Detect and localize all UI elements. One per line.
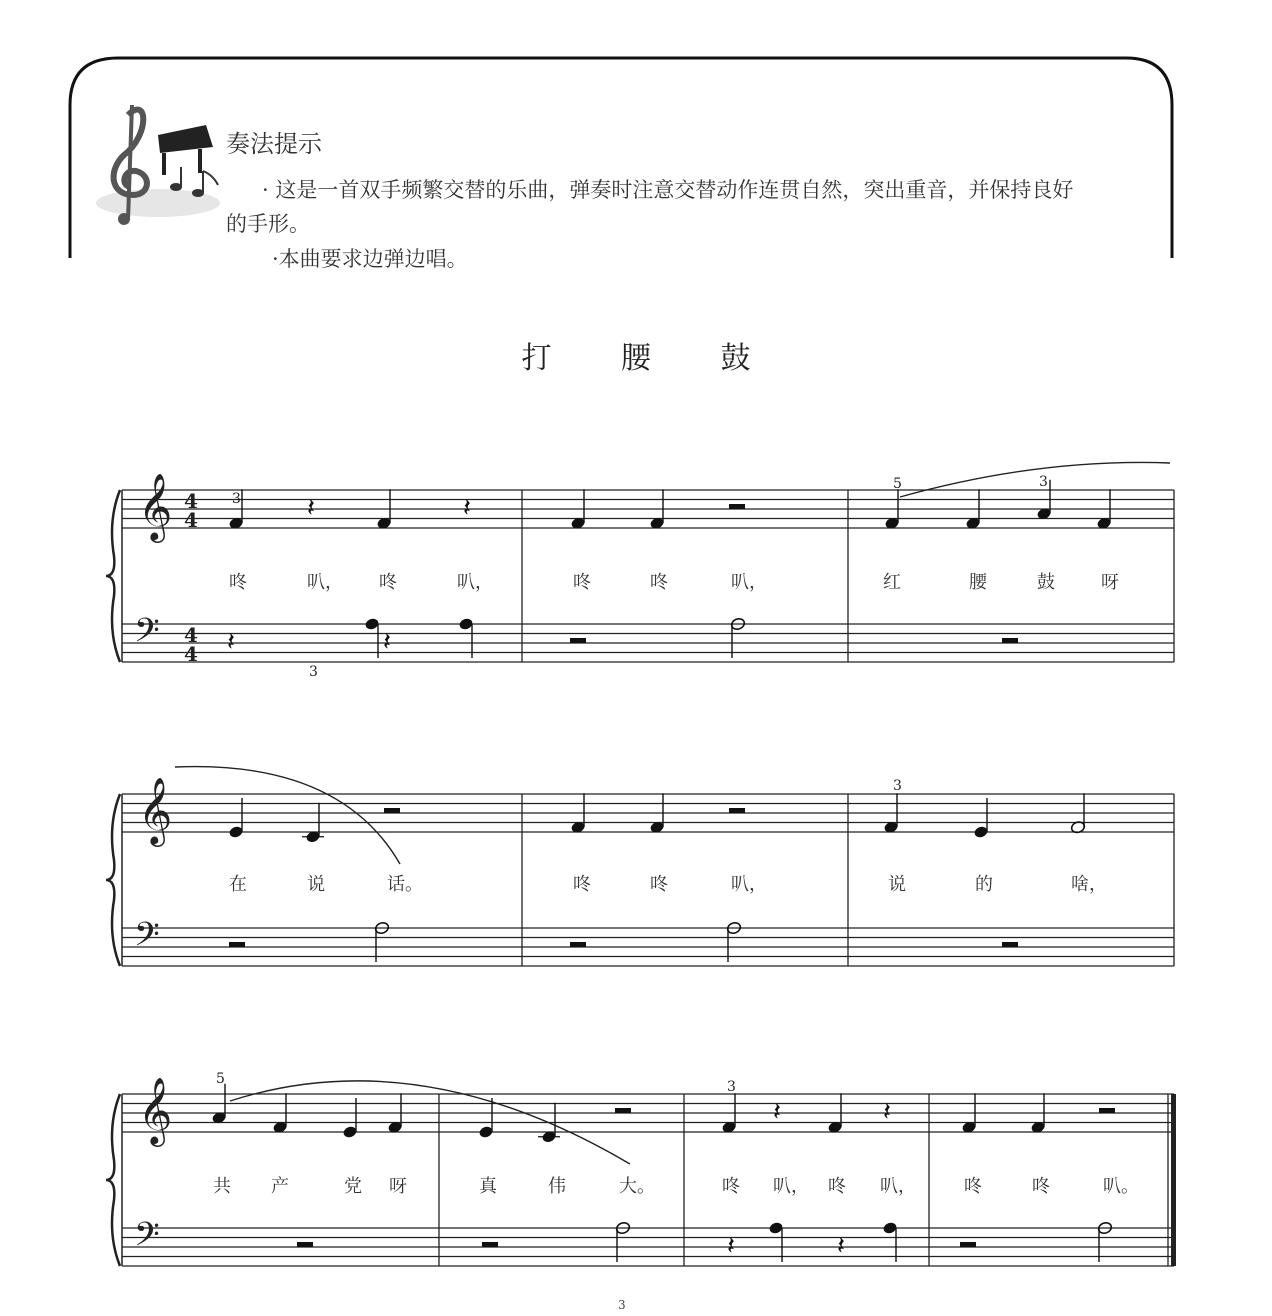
fingering-number: 5 — [893, 476, 902, 492]
fingering-number: 3 — [309, 664, 318, 680]
quarter-rest: 𝄽 — [227, 627, 235, 657]
system-3-final-barline-thick — [1171, 1094, 1176, 1266]
tip-line-1-cont: 的手形。 — [226, 212, 310, 236]
lyric-syllable: 叭， — [457, 572, 493, 593]
quarter-rest: 𝄽 — [727, 1231, 735, 1261]
lyric-syllable: 鼓 — [1037, 572, 1055, 593]
lyric-syllable: 叭， — [731, 874, 767, 895]
tip-line-2: ·本曲要求边弹边唱。 — [272, 247, 468, 271]
quarter-rest: 𝄽 — [383, 627, 391, 657]
lyric-syllable: 叭， — [307, 572, 343, 593]
lyric-syllable: 说 — [307, 874, 325, 895]
page-number: 3 — [618, 1298, 626, 1312]
lyric-syllable: 叭。 — [1103, 1176, 1139, 1197]
lyric-syllable: 叭， — [880, 1176, 916, 1197]
lyric-syllable: 真 — [479, 1176, 497, 1197]
lyric-syllable: 说 — [888, 874, 906, 895]
half-rest — [615, 1108, 631, 1113]
tip-line-1: · 这是一首双手频繁交替的乐曲，弹奏时注意交替动作连贯自然，突出重音，并保持良好 — [262, 178, 1074, 202]
half-rest — [570, 942, 586, 947]
bass-clef-icon: 𝄢 — [134, 1216, 160, 1262]
quarter-rest: 𝄽 — [463, 493, 471, 523]
lyric-syllable: 咚 — [379, 572, 397, 593]
lyric-syllable: 咚 — [1032, 1176, 1050, 1197]
half-rest — [960, 1242, 976, 1247]
half-rest — [1002, 942, 1018, 947]
lyric-syllable: 共 — [213, 1176, 231, 1197]
lyric-syllable: 咚 — [650, 572, 668, 593]
system-2-brace — [106, 794, 120, 966]
lyric-syllable: 的 — [975, 874, 993, 895]
lyric-syllable: 咚 — [722, 1176, 740, 1197]
half-rest — [297, 1242, 313, 1247]
time-signature-upper: 4 — [184, 489, 198, 513]
half-rest — [729, 808, 745, 813]
half-rest — [1099, 1108, 1115, 1113]
lyric-syllable: 咚 — [964, 1176, 982, 1197]
lyric-syllable: 呀 — [389, 1176, 407, 1197]
lyric-syllable: 在 — [229, 874, 247, 895]
lyric-syllable: 咚 — [573, 572, 591, 593]
treble-clef-icon: 𝄞 — [138, 776, 173, 844]
lyric-syllable: 叭， — [773, 1176, 809, 1197]
time-signature-lower: 4 — [184, 642, 198, 666]
half-rest — [384, 808, 400, 813]
system-3-brace — [106, 1094, 120, 1266]
treble-clef-icon: 𝄞 — [138, 1076, 173, 1144]
lyric-syllable: 党 — [344, 1176, 362, 1197]
half-rest — [729, 504, 745, 509]
lyric-syllable: 大。 — [619, 1176, 655, 1197]
lyric-syllable: 伟 — [548, 1176, 566, 1197]
lyric-syllable: 啥， — [1071, 874, 1107, 895]
slur — [900, 462, 1170, 497]
lyric-syllable: 呀 — [1101, 572, 1119, 593]
lyric-syllable: 腰 — [969, 572, 987, 593]
half-rest — [570, 638, 586, 643]
half-rest — [482, 1242, 498, 1247]
tips-heading: 奏法提示 — [226, 130, 322, 158]
time-signature-lower: 4 — [184, 508, 198, 532]
bass-clef-icon: 𝄢 — [134, 916, 160, 962]
fingering-number: 3 — [1039, 474, 1048, 490]
treble-clef-icon: 𝄞 — [138, 472, 173, 540]
fingering-number: 3 — [727, 1079, 736, 1095]
system-1-brace — [106, 490, 120, 662]
lyric-syllable: 红 — [883, 572, 901, 593]
quarter-rest: 𝄽 — [773, 1097, 781, 1127]
fingering-number: 5 — [216, 1071, 225, 1087]
quarter-rest: 𝄽 — [307, 493, 315, 523]
lyric-syllable: 产 — [271, 1176, 289, 1197]
time-signature-upper: 4 — [184, 623, 198, 647]
lyric-syllable: 咚 — [650, 874, 668, 895]
half-rest — [229, 942, 245, 947]
lyric-syllable: 咚 — [229, 572, 247, 593]
fingering-number: 3 — [232, 491, 241, 507]
bass-clef-icon: 𝄢 — [134, 612, 160, 658]
piece-title: 打 腰 鼓 — [521, 341, 781, 376]
quarter-rest: 𝄽 — [883, 1097, 891, 1127]
lyric-syllable: 叭， — [731, 572, 767, 593]
lyric-syllable: 话。 — [387, 874, 423, 895]
lyric-syllable: 咚 — [828, 1176, 846, 1197]
lyric-syllable: 咚 — [573, 874, 591, 895]
slur — [175, 767, 400, 864]
fingering-number: 3 — [893, 778, 902, 794]
quarter-rest: 𝄽 — [837, 1231, 845, 1261]
half-rest — [1002, 638, 1018, 643]
